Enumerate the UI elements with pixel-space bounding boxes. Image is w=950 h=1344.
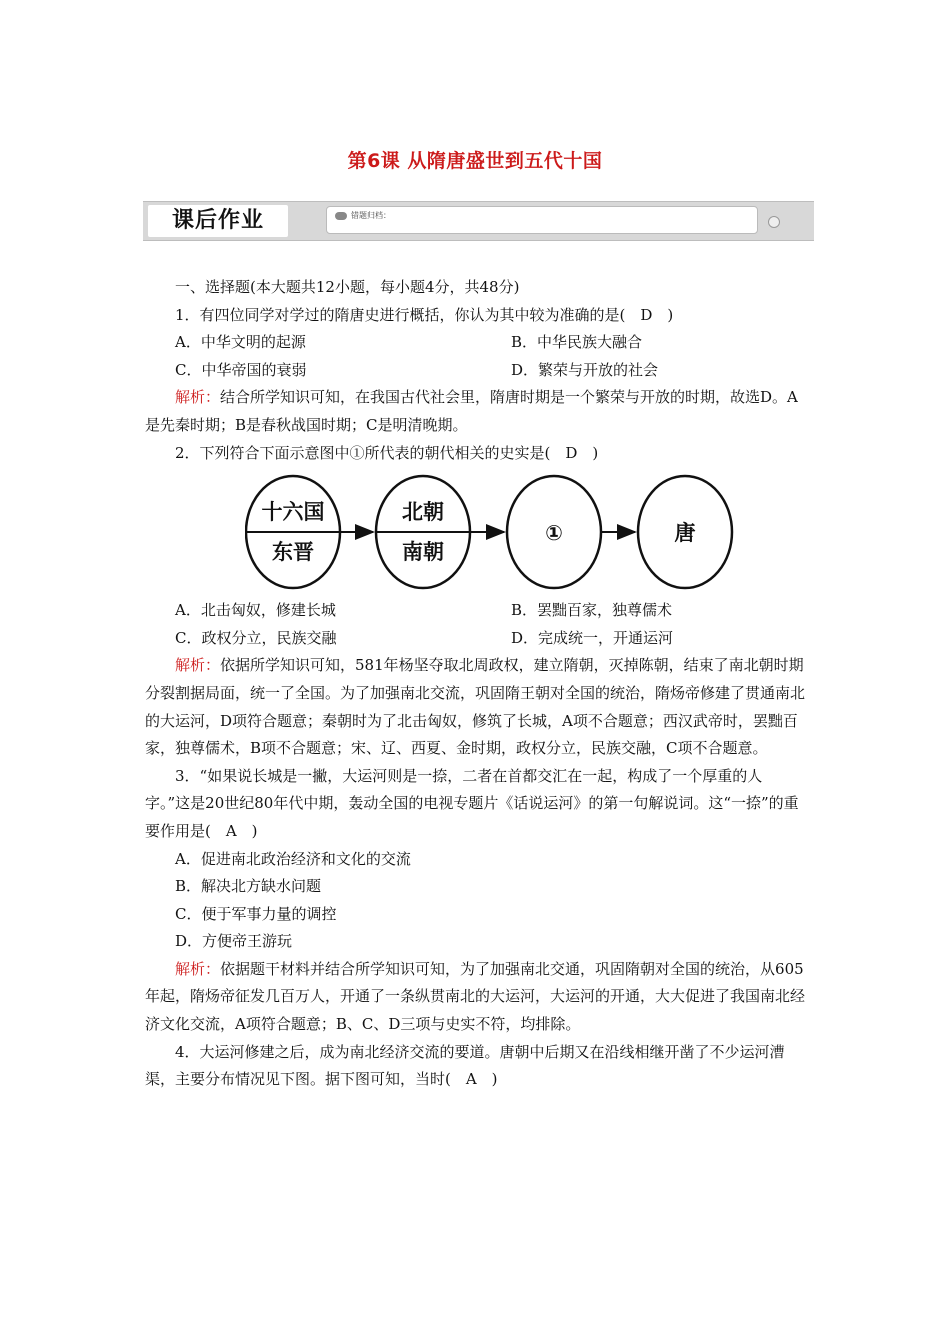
analysis-label: 解析： (175, 388, 221, 407)
q2-option-d: D．完成统一，开通运河 (511, 628, 674, 647)
section-heading: 一、选择题(本大题共12小题，每小题4分，共48分) (175, 278, 520, 296)
homework-tag: 课后作业 (148, 205, 288, 237)
q1-analysis-text: 结合所学知识可知，在我国古代社会里，隋唐时期是一个繁荣与开放的时期，故选D。A是先秦时期；B是春秋战国时期；C是明清晚期。 (145, 388, 798, 434)
q2-option-c: C．政权分立，民族交融 (175, 628, 337, 647)
q1-stem: 1．有四位同学对学过的隋唐史进行概括，你认为其中较为准确的是( D ) (175, 305, 674, 324)
q2-option-b: B．罢黜百家，独尊儒术 (511, 601, 673, 620)
q3-option-d: D．方便帝王游玩 (175, 932, 293, 951)
q3-option-c: C．便于军事力量的调控 (175, 904, 337, 923)
q2-option-a: A．北击匈奴，修建长城 (175, 601, 336, 620)
label-eastern-jin: 东晋 (272, 540, 314, 565)
q3-option-b: B．解决北方缺水问题 (175, 877, 322, 896)
q1-option-b: B．中华民族大融合 (511, 333, 643, 352)
error-archive-label: 错题归档： (351, 211, 391, 220)
q2-options-row-1 (145, 597, 805, 625)
q2-analysis-text: 依据所学知识可知，581年杨坚夺取北周政权，建立隋朝，灭掉陈朝，结束了南北朝时期分裂割据局面，统一了全国。为了加强南北交流，巩固隋王朝对全国的统治，隋炀帝修建了贯通南北的大运河，D项符合题意；秦朝时为了北击匈奴，修筑了长城，A项不合题意；西汉武帝时，罢黜百家，独尊儒术，B项不合题意；宋、辽、西夏、金时期，政权分立，民族交融，C项不合题意。 (145, 656, 806, 758)
q1-options-row-2 (145, 357, 805, 385)
label-sixteen-kingdoms: 十六国 (261, 500, 325, 525)
q3-analysis-text: 依据题干材料并结合所学知识可知，为了加强南北交通，巩固隋朝对全国的统治，从605年起，隋炀帝征发几百万人，开通了一条纵贯南北的大运河，大运河的开通，大大促进了我国南北经济文化交流，A项符合题意；B、C、D三项与史实不符，均排除。 (145, 959, 806, 1034)
analysis-label: 解析： (175, 959, 221, 978)
q3-option-a: A．促进南北政治经济和文化的交流 (175, 849, 411, 868)
error-archive-box (326, 206, 758, 234)
analysis-label: 解析： (175, 656, 221, 675)
dynasty-diagram (145, 473, 805, 591)
content (145, 274, 805, 1094)
clip-icon (768, 216, 780, 228)
label-northern-dynasties: 北朝 (402, 500, 444, 525)
q2-analysis (145, 652, 805, 762)
q1-options-row-1 (145, 329, 805, 357)
label-circled-one: ① (545, 521, 563, 546)
q1-option-c: C．中华帝国的衰弱 (175, 360, 307, 379)
q1-option-d: D．繁荣与开放的社会 (511, 360, 659, 379)
q3-analysis (145, 956, 805, 1039)
label-southern-dynasties: 南朝 (402, 540, 444, 565)
cloud-icon (335, 212, 347, 220)
q2-options-row-2 (145, 625, 805, 653)
q1-analysis (145, 384, 805, 439)
q1-option-a: A．中华文明的起源 (175, 333, 306, 352)
label-tang: 唐 (674, 521, 696, 546)
homework-banner (143, 201, 814, 241)
page-title: 第6课 从隋唐盛世到五代十国 (347, 150, 603, 172)
q3-stem: 3．“如果说长城是一撇，大运河则是一捺，二者在首都交汇在一起，构成了一个厚重的人字。”这是20世纪80年代中期，轰动全国的电视专题片《话说运河》的第一句解说词。这“一捺”的重要作用是( A ) (145, 766, 799, 840)
q4-stem: 4．大运河修建之后，成为南北经济交流的要道。唐朝中后期又在沿线相继开凿了不少运河漕渠，主要分布情况见下图。据下图可知，当时( A ) (145, 1042, 785, 1089)
q2-stem: 2．下列符合下面示意图中①所代表的朝代相关的史实是( D ) (175, 443, 599, 462)
